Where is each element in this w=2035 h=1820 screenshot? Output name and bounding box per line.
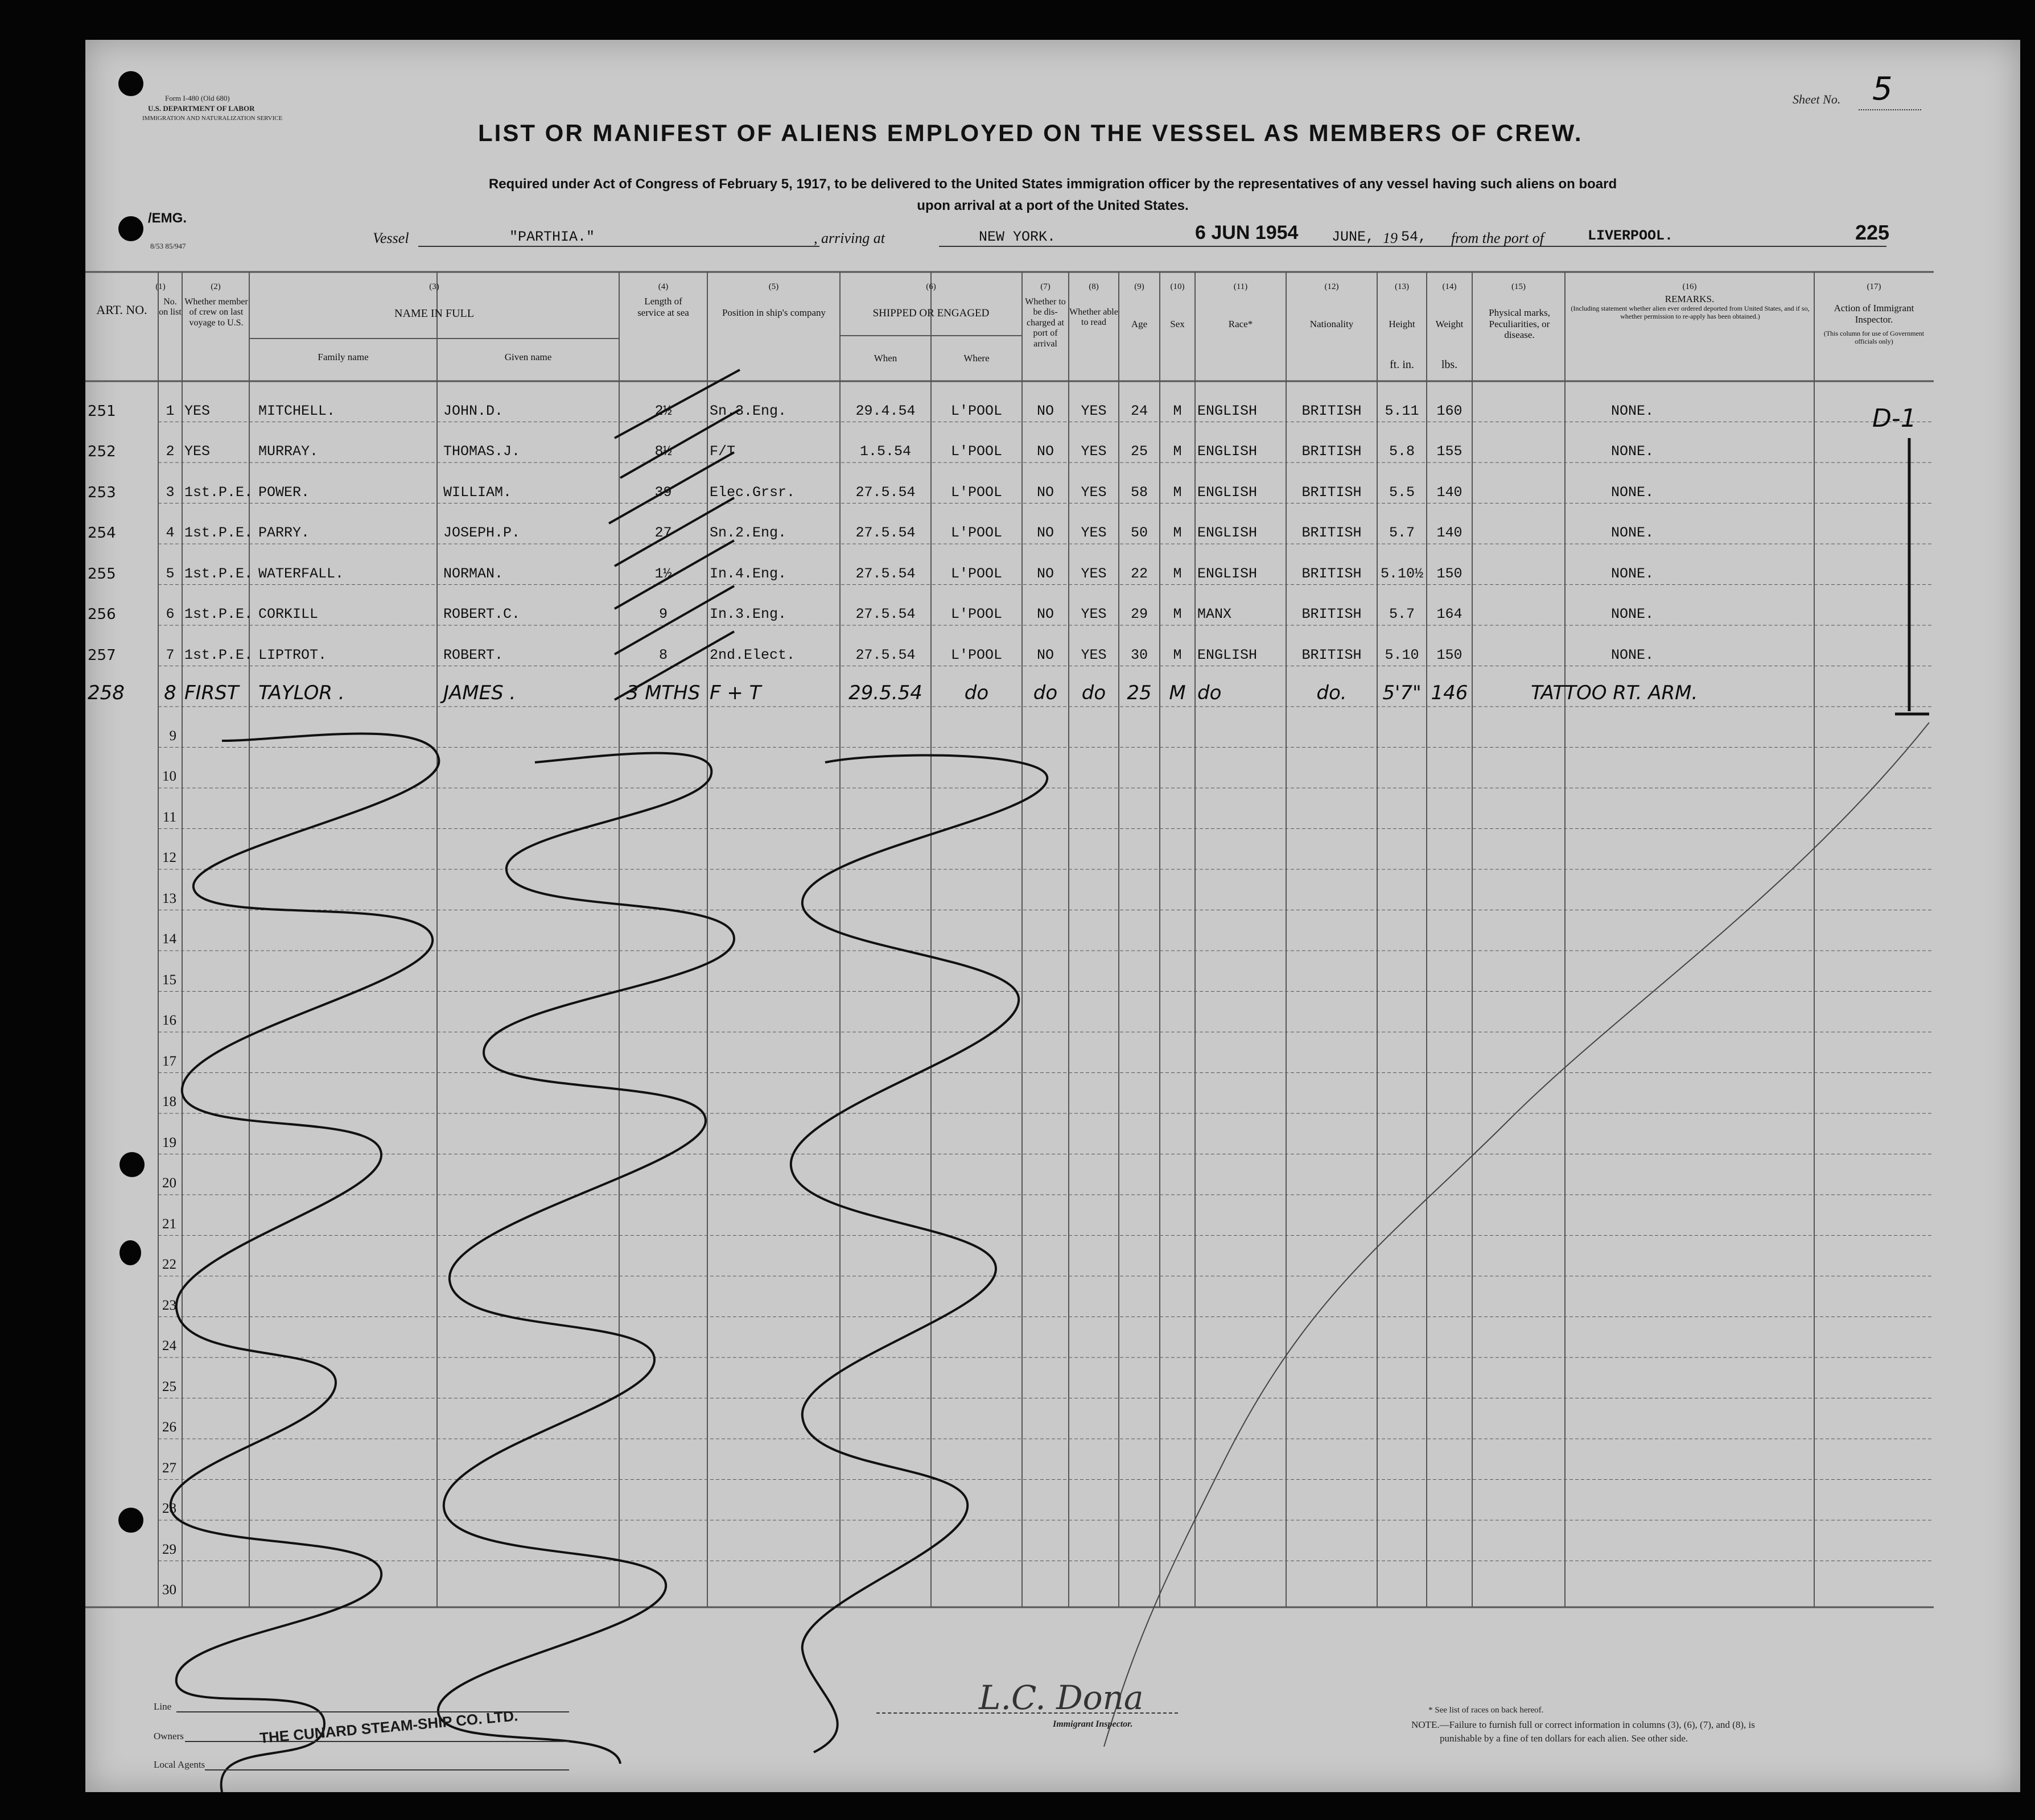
row-2-given-name: THOMAS.J.	[443, 443, 521, 460]
row-7-last-voyage: 1st.P.E.	[184, 646, 253, 663]
row-1-able-to-read: YES	[1081, 402, 1107, 419]
row-8-sex: M	[1169, 682, 1186, 704]
row-7-height: 5.10	[1385, 646, 1419, 663]
row-3-position: Elec.Grsr.	[710, 484, 796, 501]
row-4-nationality: BRITISH	[1301, 525, 1362, 541]
row-4-physical-marks: NONE.	[1610, 525, 1654, 541]
subtitle-line-1: Required under Act of Congress of February 5, 1917, to be delivered to the United States immigration officer by the representatives of any vessel having such aliens on board	[488, 176, 1617, 192]
from-port-label: from the port of	[1451, 230, 1544, 246]
cancel-scribble-family	[171, 734, 439, 1792]
row-6-age: 29	[1130, 606, 1148, 622]
header-sex: Sex	[1170, 319, 1185, 329]
row-1-list-number: 1	[166, 402, 175, 419]
row-3-sex: M	[1173, 484, 1182, 501]
row-2-art-number: 252	[88, 443, 116, 460]
row-8-height: 5'7"	[1382, 682, 1422, 704]
row-3-shipped-when: 27.5.54	[855, 484, 916, 501]
row-7-shipped-when: 27.5.54	[855, 646, 916, 663]
row-4-weight: 140	[1436, 525, 1463, 541]
row-2-sex: M	[1173, 443, 1182, 460]
header-weight-unit: lbs.	[1441, 358, 1458, 371]
header-num-8: (8)	[1089, 282, 1099, 291]
row-8-shipped-when: 29.5.54	[848, 682, 922, 704]
empty-row-number: 27	[162, 1460, 176, 1476]
row-3-age: 58	[1130, 484, 1148, 501]
row-7-length-of-service: 8	[658, 646, 668, 663]
header-remarks: REMARKS.	[1665, 294, 1715, 304]
header-name-in-full: NAME IN FULL	[394, 307, 474, 320]
empty-row-number: 13	[162, 890, 176, 906]
header-race: Race*	[1228, 319, 1253, 329]
header-height-unit: ft. in.	[1390, 358, 1414, 371]
company-stamp: THE CUNARD STEAM-SHIP CO. LTD.	[259, 1707, 519, 1747]
header-inspector-note: (This column for use of Government officials only)	[1823, 329, 1925, 345]
row-8-family-name: TAYLOR .	[258, 682, 345, 704]
row-7-sex: M	[1173, 646, 1182, 663]
row-7-weight: 150	[1436, 646, 1463, 663]
row-5-able-to-read: YES	[1081, 565, 1107, 582]
row-4-shipped-when: 27.5.54	[855, 525, 916, 541]
row-1-position: Sn.3.Eng.	[710, 402, 787, 419]
arriving-label: , arriving at	[814, 230, 885, 246]
line-label: Line	[154, 1701, 172, 1712]
header-position: Position in ship's company	[722, 307, 826, 318]
row-1-length-of-service: 2½	[654, 402, 672, 419]
row-7-list-number: 7	[166, 646, 175, 663]
header-num-3: (3)	[429, 282, 439, 291]
header-weight: Weight	[1435, 319, 1464, 329]
row-1-age: 24	[1130, 402, 1148, 419]
header-art-no: ART. NO.	[96, 303, 147, 317]
year-prefix: 19	[1383, 230, 1398, 246]
header-physical-marks: Physical marks, Peculiarities, or disease.	[1489, 307, 1550, 341]
row-5-race: ENGLISH	[1197, 565, 1258, 582]
row-1-shipped-where: L'POOL	[950, 402, 1002, 419]
row-3-length-of-service: 39	[654, 484, 672, 501]
header-num-6: (6)	[926, 282, 936, 291]
row-8-position: F + T	[710, 682, 761, 704]
row-4-sex: M	[1173, 525, 1182, 541]
typed-month: JUNE,	[1332, 229, 1375, 245]
empty-row-number: 11	[162, 809, 176, 825]
row-2-list-number: 2	[166, 443, 175, 460]
row-3-shipped-where: L'POOL	[950, 484, 1002, 501]
row-6-shipped-when: 27.5.54	[855, 606, 916, 622]
handwritten-marks	[85, 40, 2020, 1792]
header-family-name: Family name	[318, 352, 369, 362]
row-6-race: MANX	[1197, 606, 1232, 622]
row-8-race: do	[1197, 682, 1222, 704]
empty-row-number: 24	[162, 1338, 176, 1353]
punch-hole	[120, 1152, 145, 1177]
empty-row-number: 10	[162, 769, 176, 784]
row-7-race: ENGLISH	[1197, 646, 1258, 663]
header-num-7: (7)	[1040, 282, 1051, 291]
empty-row-number: 14	[162, 931, 176, 947]
header-num-17: (17)	[1867, 282, 1881, 291]
header-num-1: (1)	[155, 282, 166, 291]
row-6-art-number: 256	[88, 606, 116, 623]
header-num-9: (9)	[1134, 282, 1144, 291]
row-2-physical-marks: NONE.	[1610, 443, 1654, 460]
row-8-able-to-read: do	[1081, 682, 1106, 704]
row-1-height: 5.11	[1385, 402, 1419, 419]
row-5-position: In.4.Eng.	[710, 565, 787, 582]
page-reference: 225	[1855, 221, 1890, 244]
form-number: Form I-480 (Old 680)	[165, 94, 230, 102]
inspector-signature: L.C. Dona	[979, 1678, 1144, 1717]
arriving-port: NEW YORK.	[979, 229, 1056, 245]
header-length-of-service: Length of service at sea	[637, 296, 689, 318]
row-5-age: 22	[1130, 565, 1148, 582]
row-6-height: 5.7	[1389, 606, 1415, 622]
row-1-discharged: NO	[1036, 402, 1054, 419]
row-4-list-number: 4	[166, 525, 175, 541]
row-4-height: 5.7	[1389, 525, 1415, 541]
row-1-physical-marks: NONE.	[1610, 402, 1654, 419]
row-1-race: ENGLISH	[1197, 402, 1258, 419]
row-5-last-voyage: 1st.P.E.	[184, 565, 253, 582]
header-num-2: (2)	[211, 282, 221, 291]
row-1-nationality: BRITISH	[1301, 402, 1362, 419]
subtitle-line-2: upon arrival at a port of the United States.	[917, 198, 1189, 213]
page-title: LIST OR MANIFEST OF ALIENS EMPLOYED ON THE VESSEL AS MEMBERS OF CREW.	[478, 119, 1583, 146]
inspector-action-mark: D-1	[1872, 404, 1917, 433]
penalty-note: NOTE.—Failure to furnish full or correct information in columns (3), (6), (7), and (8), is	[1411, 1719, 1755, 1730]
row-1-sex: M	[1173, 402, 1182, 419]
row-8-weight: 146	[1431, 682, 1468, 704]
row-6-list-number: 6	[166, 606, 175, 622]
empty-row-number: 26	[162, 1419, 176, 1435]
row-5-family-name: WATERFALL.	[258, 565, 344, 582]
inspector-bracket	[1895, 438, 1929, 714]
row-4-discharged: NO	[1036, 525, 1054, 541]
row-3-art-number: 253	[88, 484, 116, 501]
strike-through-service	[609, 370, 740, 700]
row-5-list-number: 5	[166, 565, 175, 582]
row-7-position: 2nd.Elect.	[710, 646, 796, 663]
emg-code: /EMG.	[148, 211, 187, 226]
row-8-art-number: 258	[88, 682, 125, 704]
row-5-nationality: BRITISH	[1301, 565, 1362, 582]
punch-hole	[118, 71, 143, 96]
empty-row-number: 29	[162, 1541, 176, 1557]
empty-row-number: 12	[162, 850, 176, 865]
row-6-given-name: ROBERT.C.	[443, 606, 521, 622]
row-7-age: 30	[1130, 646, 1148, 663]
row-8-discharged: do	[1033, 682, 1058, 704]
punch-hole	[120, 1240, 141, 1265]
department-label: U.S. DEPARTMENT OF LABOR	[148, 104, 255, 113]
row-3-able-to-read: YES	[1081, 484, 1107, 501]
row-6-shipped-where: L'POOL	[950, 606, 1002, 622]
row-6-discharged: NO	[1036, 606, 1054, 622]
row-3-last-voyage: 1st.P.E.	[184, 484, 253, 501]
row-4-position: Sn.2.Eng.	[710, 525, 787, 541]
header-nationality: Nationality	[1309, 319, 1354, 329]
row-7-family-name: LIPTROT.	[258, 646, 327, 663]
header-last-voyage: Whether member of crew on last voyage to U.S.	[184, 297, 248, 328]
sheet-number: 5	[1872, 71, 1893, 108]
empty-row-number: 9	[169, 728, 176, 744]
header-given-name: Given name	[504, 352, 552, 362]
row-8-last-voyage: FIRST	[184, 682, 239, 704]
header-where: Where	[963, 353, 990, 364]
row-2-discharged: NO	[1036, 443, 1054, 460]
vessel-name: "PARTHIA."	[509, 229, 595, 245]
row-3-nationality: BRITISH	[1301, 484, 1362, 501]
row-7-nationality: BRITISH	[1301, 646, 1362, 663]
inspector-label: Immigrant Inspector.	[1053, 1719, 1133, 1729]
punch-hole	[118, 1508, 143, 1533]
manifest-sheet	[85, 40, 2020, 1792]
row-1-art-number: 251	[88, 402, 116, 420]
row-4-art-number: 254	[88, 525, 116, 542]
row-7-given-name: ROBERT.	[443, 646, 504, 663]
row-2-last-voyage: YES	[184, 443, 211, 460]
header-num-15: (15)	[1511, 282, 1526, 291]
header-when: When	[874, 353, 897, 364]
row-4-age: 50	[1130, 525, 1148, 541]
row-2-shipped-where: L'POOL	[950, 443, 1002, 460]
row-2-family-name: MURRAY.	[258, 443, 319, 460]
row-8-given-name: JAMES .	[443, 682, 516, 704]
punch-hole	[118, 216, 143, 241]
sheet-label: Sheet No.	[1793, 92, 1841, 106]
row-8-nationality: do.	[1316, 682, 1347, 704]
row-2-weight: 155	[1436, 443, 1463, 460]
row-5-art-number: 255	[88, 565, 116, 583]
row-5-discharged: NO	[1036, 565, 1054, 582]
empty-row-number: 25	[162, 1379, 176, 1394]
row-5-shipped-when: 27.5.54	[855, 565, 916, 582]
empty-row-number: 28	[162, 1501, 176, 1516]
row-5-shipped-where: L'POOL	[950, 565, 1002, 582]
row-2-nationality: BRITISH	[1301, 443, 1362, 460]
header-num-14: (14)	[1442, 282, 1457, 291]
row-5-height: 5.10½	[1380, 565, 1423, 582]
empty-row-number: 15	[162, 972, 176, 988]
empty-row-number: 30	[162, 1582, 176, 1598]
header-height: Height	[1389, 319, 1415, 329]
row-3-family-name: POWER.	[258, 484, 310, 501]
arrival-date-stamp: 6 JUN 1954	[1195, 222, 1299, 244]
row-6-last-voyage: 1st.P.E.	[184, 606, 253, 622]
row-2-age: 25	[1130, 443, 1148, 460]
races-note: * See list of races on back hereof.	[1428, 1706, 1544, 1715]
row-5-given-name: NORMAN.	[443, 565, 504, 582]
row-2-able-to-read: YES	[1081, 443, 1107, 460]
row-5-length-of-service: 1½	[654, 565, 672, 582]
header-inspector-action: Action of Immigrant Inspector.	[1834, 303, 1914, 325]
row-2-race: ENGLISH	[1197, 443, 1258, 460]
vessel-label: Vessel	[373, 230, 409, 246]
row-1-given-name: JOHN.D.	[443, 402, 504, 419]
row-3-height: 5.5	[1389, 484, 1415, 501]
header-num-16: (16)	[1682, 282, 1697, 291]
empty-row-number: 16	[162, 1013, 176, 1028]
owners-rule	[185, 1741, 569, 1742]
empty-row-number: 18	[162, 1094, 176, 1109]
row-1-weight: 160	[1436, 402, 1463, 419]
cancel-scribble-given	[438, 753, 734, 1764]
row-6-weight: 164	[1436, 606, 1463, 622]
row-4-family-name: PARRY.	[258, 525, 310, 541]
row-8-physical-marks: TATTOO RT. ARM.	[1531, 682, 1698, 704]
row-5-weight: 150	[1436, 565, 1463, 582]
row-6-position: In.3.Eng.	[710, 606, 787, 622]
row-8-shipped-where: do	[964, 682, 989, 704]
row-7-shipped-where: L'POOL	[950, 646, 1002, 663]
row-2-shipped-when: 1.5.54	[859, 443, 911, 460]
row-6-sex: M	[1173, 606, 1182, 622]
header-num-4: (4)	[658, 282, 669, 291]
row-6-able-to-read: YES	[1081, 606, 1107, 622]
header-able-to-read: Whether able to read	[1069, 307, 1118, 328]
row-1-family-name: MITCHELL.	[258, 402, 336, 419]
row-8-length-of-service: 3 MTHS	[626, 682, 701, 704]
row-7-able-to-read: YES	[1081, 646, 1107, 663]
row-3-given-name: WILLIAM.	[443, 484, 512, 501]
row-1-shipped-when: 29.4.54	[855, 402, 916, 419]
departure-port: LIVERPOOL.	[1588, 228, 1674, 244]
row-7-discharged: NO	[1036, 646, 1054, 663]
row-6-nationality: BRITISH	[1301, 606, 1362, 622]
service-label: IMMIGRATION AND NATURALIZATION SERVICE	[142, 115, 283, 122]
row-5-physical-marks: NONE.	[1610, 565, 1654, 582]
row-4-length-of-service: 27	[654, 525, 672, 541]
header-num-11: (11)	[1233, 282, 1248, 291]
row-2-position: F/T	[710, 443, 736, 460]
row-1-last-voyage: YES	[184, 402, 211, 419]
row-3-weight: 140	[1436, 484, 1463, 501]
row-7-physical-marks: NONE.	[1610, 646, 1654, 663]
header-discharged: Whether to be dis- charged at port of arrival	[1025, 297, 1066, 349]
agents-rule	[205, 1769, 569, 1771]
header-no-on-list: No. on list	[159, 297, 182, 317]
empty-row-number: 19	[162, 1134, 176, 1150]
header-num-10: (10)	[1170, 282, 1185, 291]
header-num-12: (12)	[1324, 282, 1339, 291]
header-num-5: (5)	[768, 282, 779, 291]
cancel-scribble-shipped	[791, 756, 1047, 1752]
row-3-physical-marks: NONE.	[1610, 484, 1654, 501]
empty-row-number: 22	[162, 1257, 176, 1272]
row-6-physical-marks: NONE.	[1610, 606, 1654, 622]
header-remarks-note: (Including statement whether alien ever ordered deported from United States, and if so, whether permission to re-apply has been obtained.)	[1571, 304, 1810, 320]
empty-row-number: 21	[162, 1216, 176, 1232]
file-code: 8/53 85/947	[150, 242, 186, 250]
row-8-list-number: 8	[164, 682, 176, 704]
penalty-note-2: punishable by a fine of ten dollars for each alien. See other side.	[1440, 1733, 1688, 1744]
row-8-age: 25	[1127, 682, 1152, 704]
inspector-pencil-line	[1104, 723, 1929, 1747]
year-suffix: 54,	[1401, 229, 1427, 245]
row-4-able-to-read: YES	[1081, 525, 1107, 541]
row-4-shipped-where: L'POOL	[950, 525, 1002, 541]
row-7-art-number: 257	[88, 646, 116, 664]
empty-row-number: 17	[162, 1053, 176, 1069]
row-2-height: 5.8	[1389, 443, 1415, 460]
empty-row-number: 20	[162, 1175, 176, 1191]
agents-label: Local Agents	[154, 1759, 205, 1770]
row-4-given-name: JOSEPH.P.	[443, 525, 521, 541]
row-6-length-of-service: 9	[658, 606, 668, 622]
owners-label: Owners	[154, 1731, 184, 1741]
row-6-family-name: CORKILL	[258, 606, 319, 622]
empty-row-number: 23	[162, 1297, 176, 1313]
header-age: Age	[1131, 319, 1148, 329]
header-shipped-engaged: SHIPPED OR ENGAGED	[872, 307, 990, 319]
row-3-discharged: NO	[1036, 484, 1054, 501]
header-num-13: (13)	[1395, 282, 1409, 291]
row-5-sex: M	[1173, 565, 1182, 582]
row-4-last-voyage: 1st.P.E.	[184, 525, 253, 541]
row-3-list-number: 3	[166, 484, 175, 501]
row-3-race: ENGLISH	[1197, 484, 1258, 501]
row-4-race: ENGLISH	[1197, 525, 1258, 541]
row-2-length-of-service: 8½	[654, 443, 672, 460]
